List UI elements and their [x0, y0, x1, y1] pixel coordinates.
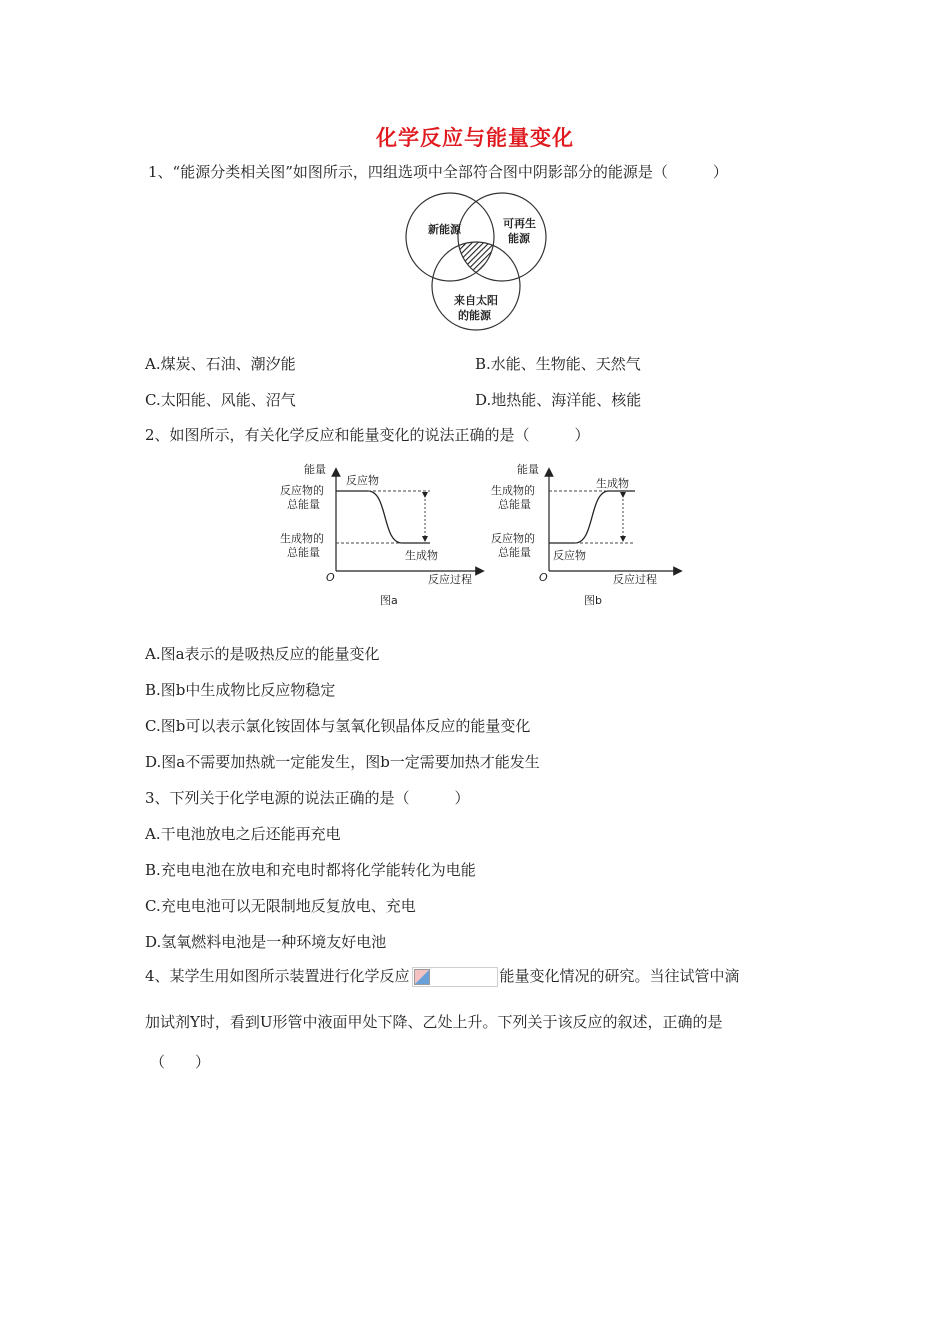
energy-graph-a [270, 458, 485, 610]
graph-a-start-label: 反应物 [346, 474, 379, 487]
graph-a-energy-curve [336, 491, 430, 543]
broken-image-placeholder [412, 967, 498, 987]
question-2-option-d: D.图a不需要加热就一定能发生，图b一定需要加热才能发生 [145, 753, 540, 771]
question-1-option-b: B.水能、生物能、天然气 [475, 355, 641, 373]
graph-b-y-label: 能量 [517, 463, 539, 476]
graph-a-y-label: 能量 [304, 463, 326, 476]
graph-b-x-label: 反应过程 [613, 573, 657, 586]
question-2-option-c: C.图b可以表示氯化铵固体与氢氧化钡晶体反应的能量变化 [145, 717, 531, 735]
venn-label-sun-1: 来自太阳 [454, 294, 498, 307]
venn-circle-renewable [458, 193, 546, 281]
question-3-option-a: A.干电池放电之后还能再充电 [145, 825, 341, 843]
question-1-stem: 1、“能源分类相关图”如图所示，四组选项中全部符合图中阴影部分的能源是（ ） [148, 163, 728, 181]
document-title: 化学反应与能量变化 [376, 126, 574, 150]
graph-b-end-label: 生成物 [596, 477, 629, 490]
graph-a-end-label: 生成物 [405, 549, 438, 562]
question-4-line-3: （ ） [150, 1053, 211, 1071]
venn-diagram [392, 192, 562, 338]
graph-b-start-label: 反应物 [553, 549, 586, 562]
question-2-option-a: A.图a表示的是吸热反应的能量变化 [145, 645, 380, 663]
venn-label-new: 新能源 [428, 223, 461, 236]
question-3-option-c: C.充电电池可以无限制地反复放电、充电 [145, 897, 416, 915]
question-1-option-a: A.煤炭、石油、潮汐能 [145, 355, 296, 373]
venn-label-renew-1: 可再生 [503, 217, 536, 230]
question-4-stem-part1: 4、某学生用如图所示装置进行化学反应 [145, 967, 410, 985]
question-4-line-2: 加试剂Y时，看到U形管中液面甲处下降、乙处上升。下列关于该反应的叙述，正确的是 [145, 1013, 723, 1031]
question-3-stem: 3、下列关于化学电源的说法正确的是（ ） [145, 789, 470, 807]
energy-graph-b [483, 458, 683, 610]
question-3-option-d: D.氢氧燃料电池是一种环境友好电池 [145, 933, 387, 951]
graph-b-lower-label-2: 总能量 [498, 546, 531, 559]
question-4-stem-part2: 能量变化情况的研究。当往试管中滴 [499, 967, 740, 985]
graph-a-x-label: 反应过程 [428, 573, 472, 586]
broken-image-icon [414, 969, 430, 985]
graph-b-origin: O [539, 571, 548, 584]
graph-b-energy-curve [549, 491, 635, 543]
venn-label-sun-2: 的能源 [458, 309, 491, 322]
graph-a-upper-label-1: 反应物的 [280, 484, 324, 497]
question-1-option-d: D.地热能、海洋能、核能 [475, 391, 642, 409]
question-2-stem: 2、如图所示，有关化学反应和能量变化的说法正确的是（ ） [145, 426, 590, 444]
venn-label-renew-2: 能源 [508, 232, 530, 245]
question-2-option-b: B.图b中生成物比反应物稳定 [145, 681, 336, 699]
graph-b-upper-label-1: 生成物的 [491, 484, 535, 497]
venn-circle-new-energy [406, 193, 494, 281]
graph-b-lower-label-1: 反应物的 [491, 532, 535, 545]
question-4-stem [145, 966, 740, 987]
graph-a-caption: 图a [380, 594, 398, 607]
graph-b-upper-label-2: 总能量 [498, 498, 531, 511]
graph-a-origin: O [326, 571, 335, 584]
graph-a-upper-label-2: 总能量 [287, 498, 320, 511]
graph-a-lower-label-1: 生成物的 [280, 532, 324, 545]
graph-a-lower-label-2: 总能量 [287, 546, 320, 559]
graph-b-caption: 图b [584, 594, 602, 607]
question-3-option-b: B.充电电池在放电和充电时都将化学能转化为电能 [145, 861, 476, 879]
question-1-option-c: C.太阳能、风能、沼气 [145, 391, 296, 409]
